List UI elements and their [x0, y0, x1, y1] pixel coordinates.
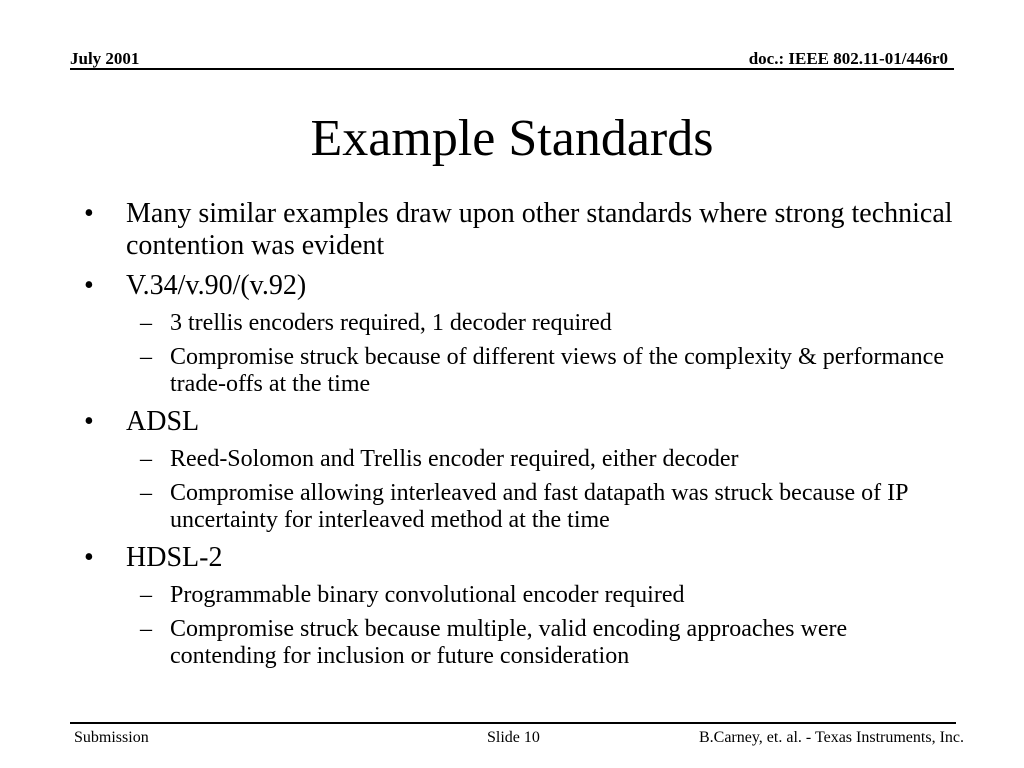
header-date: July 2001: [70, 49, 140, 68]
sub-bullet-item: [84, 344, 954, 398]
header-doc-id: doc.: IEEE 802.11-01/446r0: [748, 49, 948, 68]
sub-bullet-marker: –: [140, 616, 152, 642]
bullet-text: Many similar examples draw upon other standards where strong technical contention was evident: [126, 198, 953, 261]
sub-bullet-text: Compromise struck because multiple, valid encoding approaches were contending for inclusion or future consideration: [170, 616, 848, 669]
bullet-marker: •: [84, 198, 94, 229]
sub-bullet-marker: –: [140, 480, 152, 506]
bullet-item: [84, 270, 954, 302]
sub-bullet-text: 3 trellis encoders required, 1 decoder required: [170, 310, 612, 336]
sub-bullet-text: Programmable binary convolutional encoder required: [170, 582, 685, 608]
bullet-text: V.34/v.90/(v.92): [126, 270, 307, 301]
sub-bullet-text: Reed-Solomon and Trellis encoder required, either decoder: [170, 446, 739, 472]
footer-author: B.Carney, et. al. - Texas Instruments, Inc.: [698, 729, 964, 746]
sub-bullet-marker: –: [140, 344, 152, 370]
bullet-list: [84, 198, 954, 670]
footer-slide-number: Slide 10: [487, 729, 540, 746]
bullet-item: [84, 406, 954, 438]
bullet-text: ADSL: [126, 406, 200, 437]
bullet-text: HDSL-2: [126, 542, 223, 573]
bullet-marker: •: [84, 406, 94, 437]
footer-submission: Submission: [74, 729, 149, 746]
bullet-item: [84, 542, 954, 574]
sub-bullet-item: [84, 480, 954, 534]
sub-bullet-text: Compromise allowing interleaved and fast datapath was struck because of IP uncertainty for interleaved method at the time: [170, 480, 908, 533]
footer-divider: [70, 722, 956, 724]
slide-title: Example Standards: [310, 110, 714, 167]
sub-bullet-marker: –: [140, 310, 152, 336]
bullet-marker: •: [84, 542, 94, 573]
sub-bullet-item: [84, 446, 954, 473]
bullet-item: [84, 198, 954, 262]
bullet-marker: •: [84, 270, 94, 301]
sub-bullet-item: [84, 582, 954, 609]
sub-bullet-marker: –: [140, 446, 152, 472]
sub-bullet-text: Compromise struck because of different views of the complexity & performance trade-offs at the time: [170, 344, 944, 397]
sub-bullet-item: [84, 616, 954, 670]
sub-bullet-marker: –: [140, 582, 152, 608]
sub-bullet-item: [84, 310, 954, 337]
header-divider: [70, 68, 954, 70]
